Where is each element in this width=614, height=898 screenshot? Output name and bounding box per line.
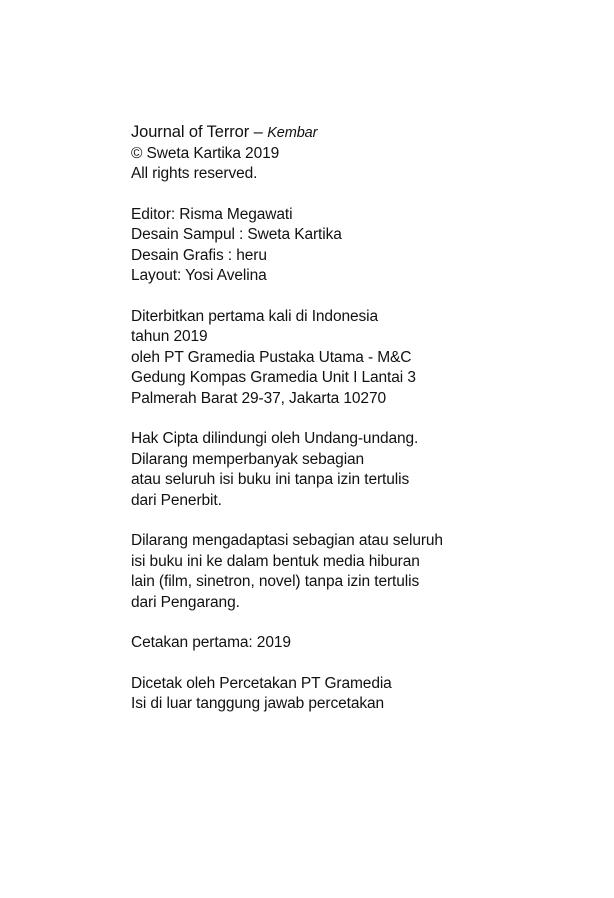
publication-line: Palmerah Barat 29-37, Jakarta 10270 [131, 389, 386, 407]
book-title: Journal of Terror – [131, 123, 268, 141]
credit-cover-design: Desain Sampul : Sweta Kartika [131, 226, 342, 243]
spacer [131, 409, 571, 429]
copyright-notice-line: Dilarang memperbanyak sebagian [131, 450, 365, 468]
publication-line: Gedung Kompas Gramedia Unit I Lantai 3 [131, 369, 416, 386]
book-title-line [131, 122, 571, 144]
printing-block [131, 674, 571, 715]
spacer [131, 185, 571, 205]
colophon-block [131, 122, 571, 715]
spacer [131, 511, 571, 531]
adaptation-notice-line: dari Pengarang. [131, 593, 240, 611]
copyright-line: © Sweta Kartika 2019 [131, 144, 280, 162]
spacer [131, 613, 571, 633]
credit-editor: Editor: Risma Megawati [131, 205, 293, 223]
credit-graphic-design: Desain Grafis : heru [131, 246, 267, 264]
credits-block [131, 205, 571, 287]
copyright-notice-line: dari Penerbit. [131, 491, 222, 509]
spacer [131, 654, 571, 674]
publication-line: Diterbitkan pertama kali di Indonesia [131, 307, 379, 325]
edition-line: Cetakan pertama: 2019 [131, 634, 291, 651]
adaptation-notice-block [131, 531, 571, 613]
publication-block [131, 307, 571, 410]
adaptation-notice-line: Dilarang mengadaptasi sebagian atau seluruh [131, 532, 443, 549]
publication-line: oleh PT Gramedia Pustaka Utama - M&C [131, 348, 412, 366]
rights-line: All rights reserved. [131, 165, 258, 182]
copyright-notice-line: atau seluruh isi buku ini tanpa izin tertulis [131, 471, 410, 488]
adaptation-notice-line: lain (film, sinetron, novel) tanpa izin tertulis [131, 573, 420, 590]
publication-line: tahun 2019 [131, 328, 208, 345]
copyright-notice-block [131, 429, 571, 511]
credit-layout: Layout: Yosi Avelina [131, 267, 267, 284]
printing-line: Dicetak oleh Percetakan PT Gramedia [131, 674, 392, 692]
adaptation-notice-line: isi buku ini ke dalam bentuk media hiburan [131, 552, 420, 570]
printing-line: Isi di luar tanggung jawab percetakan [131, 695, 385, 712]
book-subtitle: Kembar [267, 125, 318, 141]
spacer [131, 287, 571, 307]
copyright-notice-line: Hak Cipta dilindungi oleh Undang-undang. [131, 430, 419, 447]
